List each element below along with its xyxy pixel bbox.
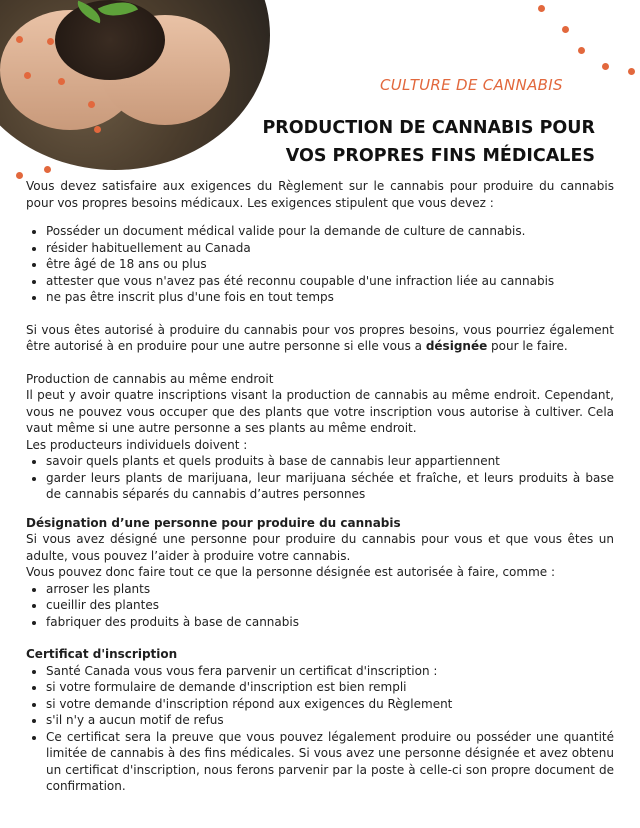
list-item: • arroser les plants (46, 581, 614, 598)
producers-list (26, 453, 614, 503)
list-item: • attester que vous n'avez pas été reconnu coupable d'une infraction liée au cannabis (46, 273, 614, 290)
list-item: • résider habituellement au Canada (46, 240, 614, 257)
designation-heading: Désignation d’une personne pour produire du cannabis (26, 515, 401, 530)
decorative-dot (94, 126, 101, 133)
decorative-dot (538, 5, 545, 12)
designation-paragraph: Si vous avez désigné une personne pour produire du cannabis pour vous et que vous êtes un adulte, vous pouvez l’aider à produire votre cannabis. (26, 532, 614, 563)
decorative-dot (47, 38, 54, 45)
same-place-heading: Production de cannabis au même endroit (26, 371, 274, 386)
decorative-dot (44, 166, 51, 173)
list-item: • Santé Canada vous vous fera parvenir un certificat d'inscription : (46, 663, 614, 680)
authorization-paragraph (26, 322, 614, 355)
producers-lead: Les producteurs individuels doivent : (26, 437, 248, 452)
decorative-dot (16, 172, 23, 179)
page-title (195, 114, 595, 170)
title-line-2: VOS PROPRES FINS MÉDICALES (285, 146, 595, 166)
list-item: • s'il n'y a aucun motif de refus (46, 712, 614, 729)
authorization-text: Si vous êtes autorisé à produire du cannabis pour vos propres besoins, vous pourriez également être autorisé à en produire pour une autre personne si elle vous a (26, 322, 614, 353)
requirements-list (26, 223, 614, 306)
decorative-dot (24, 72, 31, 79)
decorative-dot (602, 63, 609, 70)
authorization-text-end: pour le faire. (487, 339, 568, 353)
list-item: • Ce certificat sera la preuve que vous pouvez légalement produire ou posséder une quantité limitée de cannabis à des fins médicales. Si vous avez une personne désignée et avez obtenu un certificat d'inscription, nous ferons parvenir par la poste à celle-ci son propre document de confirmation. (46, 729, 614, 795)
list-item: • être âgé de 18 ans ou plus (46, 256, 614, 273)
designated-emphasis: désignée (425, 339, 488, 353)
list-item: • garder leurs plants de marijuana, leur marijuana séchée et fraîche, et leurs produits à base de cannabis séparés du cannabis d’autres personnes (46, 470, 614, 503)
intro-paragraph: Vous devez satisfaire aux exigences du Règlement sur le cannabis pour produire du cannabis pour vos propres besoins médicaux. Les exigences stipulent que vous devez : (26, 179, 614, 210)
decorative-dot (562, 26, 569, 33)
certificate-list (26, 663, 614, 795)
certificate-heading: Certificat d'inscription (26, 647, 178, 661)
same-place-paragraph: Il peut y avoir quatre inscriptions visant la production de cannabis au même endroit. Cependant, vous ne pouvez vous occuper que des plants que votre inscription vous autorise à cultiver. Cela vaut même si une autre personne a ses plants au même endroit. (26, 388, 614, 435)
designation-lead: Vous pouvez donc faire tout ce que la personne désignée est autorisée à faire, comme : (26, 565, 556, 579)
document-body (26, 178, 614, 795)
decorative-dot (88, 101, 95, 108)
decorative-dot (16, 36, 23, 43)
designation-list (26, 581, 614, 631)
list-item: • si votre formulaire de demande d'inscription est bien rempli (46, 679, 614, 696)
list-item: • si votre demande d'inscription répond aux exigences du Règlement (46, 696, 614, 713)
decorative-dot (578, 47, 585, 54)
list-item: • ne pas être inscrit plus d'une fois en tout temps (46, 289, 614, 306)
list-item: • cueillir des plantes (46, 597, 614, 614)
list-item: • savoir quels plants et quels produits à base de cannabis leur appartiennent (46, 453, 614, 470)
decorative-dot (58, 78, 65, 85)
section-eyebrow: CULTURE DE CANNABIS (380, 76, 563, 94)
decorative-dot (628, 68, 635, 75)
title-line-1: PRODUCTION DE CANNABIS POUR (262, 118, 595, 138)
list-item: • Posséder un document médical valide pour la demande de culture de cannabis. (46, 223, 614, 240)
list-item: • fabriquer des produits à base de cannabis (46, 614, 614, 631)
